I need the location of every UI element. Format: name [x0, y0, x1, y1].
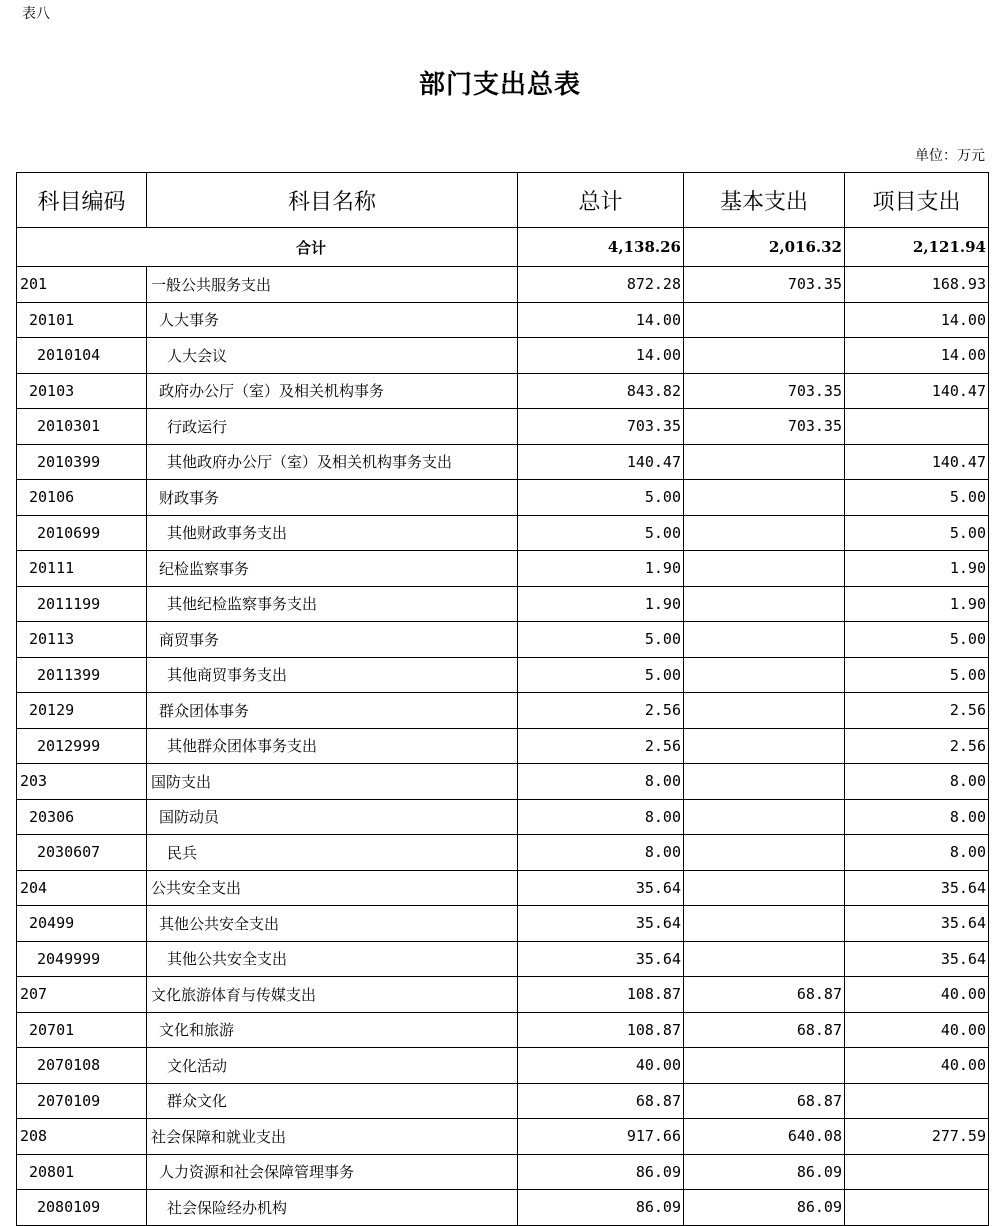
- cell-total: 14.00: [518, 302, 684, 338]
- cell-name: 群众文化: [147, 1083, 518, 1119]
- cell-basic: 86.09: [684, 1154, 845, 1190]
- table-row: [17, 515, 989, 551]
- cell-basic: [684, 941, 845, 977]
- table-row: [17, 622, 989, 658]
- cell-project: 1.90: [845, 551, 989, 587]
- header-basic: 基本支出: [684, 173, 845, 228]
- cell-total: 8.00: [518, 799, 684, 835]
- table-row: [17, 1048, 989, 1084]
- cell-total: 35.64: [518, 906, 684, 942]
- table-row: [17, 1119, 989, 1155]
- cell-project: 40.00: [845, 1048, 989, 1084]
- cell-code: 2011399: [17, 657, 147, 693]
- cell-basic: [684, 906, 845, 942]
- cell-project: 5.00: [845, 480, 989, 516]
- page-title: 部门支出总表: [418, 70, 581, 100]
- cell-name: 群众团体事务: [147, 693, 518, 729]
- cell-code: 20701: [17, 1012, 147, 1048]
- cell-project: 14.00: [845, 338, 989, 374]
- cell-name: 文化旅游体育与传媒支出: [147, 977, 518, 1013]
- cell-code: 2049999: [17, 941, 147, 977]
- table-row: [17, 835, 989, 871]
- cell-name: 人大事务: [147, 302, 518, 338]
- cell-basic: 640.08: [684, 1119, 845, 1155]
- cell-total: 35.64: [518, 870, 684, 906]
- cell-code: 20306: [17, 799, 147, 835]
- cell-project: 168.93: [845, 267, 989, 303]
- cell-name: 民兵: [147, 835, 518, 871]
- cell-project: 1.90: [845, 586, 989, 622]
- table-row: [17, 693, 989, 729]
- table-row: [17, 1190, 989, 1226]
- cell-basic: [684, 586, 845, 622]
- cell-total: 1.90: [518, 551, 684, 587]
- cell-name: 国防支出: [147, 764, 518, 800]
- cell-code: 203: [17, 764, 147, 800]
- cell-code: 2012999: [17, 728, 147, 764]
- cell-total: 5.00: [518, 622, 684, 658]
- cell-project: 14.00: [845, 302, 989, 338]
- table-row: [17, 941, 989, 977]
- table-row: [17, 764, 989, 800]
- cell-total: 2.56: [518, 728, 684, 764]
- cell-basic: 703.35: [684, 409, 845, 445]
- cell-code: 2010399: [17, 444, 147, 480]
- cell-code: 2010301: [17, 409, 147, 445]
- table-row: [17, 657, 989, 693]
- total-total: 4,138.26: [518, 228, 684, 267]
- cell-name: 其他群众团体事务支出: [147, 728, 518, 764]
- cell-total: 40.00: [518, 1048, 684, 1084]
- cell-total: 8.00: [518, 764, 684, 800]
- cell-code: 204: [17, 870, 147, 906]
- cell-total: 843.82: [518, 373, 684, 409]
- cell-name: 其他政府办公厅（室）及相关机构事务支出: [147, 444, 518, 480]
- cell-project: 5.00: [845, 515, 989, 551]
- cell-code: 2030607: [17, 835, 147, 871]
- cell-basic: [684, 622, 845, 658]
- cell-basic: [684, 693, 845, 729]
- cell-basic: [684, 551, 845, 587]
- cell-total: 14.00: [518, 338, 684, 374]
- cell-name: 一般公共服务支出: [147, 267, 518, 303]
- cell-project: 40.00: [845, 1012, 989, 1048]
- cell-name: 其他公共安全支出: [147, 941, 518, 977]
- table-row: [17, 1012, 989, 1048]
- cell-name: 文化活动: [147, 1048, 518, 1084]
- cell-project: 140.47: [845, 373, 989, 409]
- cell-code: 2011199: [17, 586, 147, 622]
- cell-code: 20129: [17, 693, 147, 729]
- cell-total: 917.66: [518, 1119, 684, 1155]
- cell-code: 2070109: [17, 1083, 147, 1119]
- cell-total: 2.56: [518, 693, 684, 729]
- table-row: [17, 870, 989, 906]
- cell-code: 20103: [17, 373, 147, 409]
- cell-name: 其他商贸事务支出: [147, 657, 518, 693]
- cell-total: 68.87: [518, 1083, 684, 1119]
- table-row: [17, 1154, 989, 1190]
- cell-basic: [684, 444, 845, 480]
- cell-code: 20801: [17, 1154, 147, 1190]
- cell-code: 208: [17, 1119, 147, 1155]
- cell-code: 2010104: [17, 338, 147, 374]
- cell-basic: 86.09: [684, 1190, 845, 1226]
- cell-basic: [684, 764, 845, 800]
- cell-project: [845, 1154, 989, 1190]
- cell-name: 财政事务: [147, 480, 518, 516]
- table-row: [17, 799, 989, 835]
- table-row: [17, 373, 989, 409]
- cell-basic: [684, 728, 845, 764]
- cell-basic: [684, 1048, 845, 1084]
- cell-name: 公共安全支出: [147, 870, 518, 906]
- cell-project: [845, 1190, 989, 1226]
- table-row: [17, 977, 989, 1013]
- cell-total: 5.00: [518, 657, 684, 693]
- expense-table: [16, 172, 989, 1226]
- header-total: 总计: [518, 173, 684, 228]
- cell-code: 201: [17, 267, 147, 303]
- cell-project: 35.64: [845, 941, 989, 977]
- cell-basic: 68.87: [684, 1012, 845, 1048]
- cell-project: 140.47: [845, 444, 989, 480]
- cell-basic: [684, 338, 845, 374]
- cell-name: 纪检监察事务: [147, 551, 518, 587]
- cell-name: 其他纪检监察事务支出: [147, 586, 518, 622]
- cell-name: 人大会议: [147, 338, 518, 374]
- cell-basic: [684, 515, 845, 551]
- table-row: [17, 586, 989, 622]
- cell-project: 277.59: [845, 1119, 989, 1155]
- cell-basic: [684, 302, 845, 338]
- cell-code: 2010699: [17, 515, 147, 551]
- cell-basic: 703.35: [684, 267, 845, 303]
- table-row: [17, 409, 989, 445]
- table-row: [17, 444, 989, 480]
- cell-total: 35.64: [518, 941, 684, 977]
- cell-basic: 703.35: [684, 373, 845, 409]
- cell-project: 5.00: [845, 622, 989, 658]
- cell-name: 人力资源和社会保障管理事务: [147, 1154, 518, 1190]
- cell-name: 政府办公厅（室）及相关机构事务: [147, 373, 518, 409]
- cell-code: 207: [17, 977, 147, 1013]
- cell-name: 其他公共安全支出: [147, 906, 518, 942]
- cell-total: 872.28: [518, 267, 684, 303]
- cell-project: [845, 409, 989, 445]
- table-row: [17, 302, 989, 338]
- cell-name: 社会保障和就业支出: [147, 1119, 518, 1155]
- cell-basic: [684, 657, 845, 693]
- total-project: 2,121.94: [845, 228, 989, 267]
- table-row: [17, 480, 989, 516]
- cell-basic: [684, 799, 845, 835]
- cell-total: 1.90: [518, 586, 684, 622]
- cell-total: 5.00: [518, 480, 684, 516]
- table-row: [17, 551, 989, 587]
- cell-basic: [684, 870, 845, 906]
- table-row: [17, 906, 989, 942]
- cell-code: 2080109: [17, 1190, 147, 1226]
- cell-name: 行政运行: [147, 409, 518, 445]
- cell-code: 20499: [17, 906, 147, 942]
- table-row: [17, 1083, 989, 1119]
- cell-name: 国防动员: [147, 799, 518, 835]
- table-row: [17, 267, 989, 303]
- cell-name: 其他财政事务支出: [147, 515, 518, 551]
- header-project: 项目支出: [845, 173, 989, 228]
- cell-project: 5.00: [845, 657, 989, 693]
- cell-total: 108.87: [518, 977, 684, 1013]
- cell-project: 8.00: [845, 799, 989, 835]
- cell-project: 35.64: [845, 906, 989, 942]
- table-row: [17, 338, 989, 374]
- cell-project: 35.64: [845, 870, 989, 906]
- table-number-label: 表八: [22, 6, 50, 22]
- cell-code: 20106: [17, 480, 147, 516]
- total-label: 合计: [17, 228, 518, 267]
- unit-label: 单位：万元: [915, 148, 985, 164]
- cell-name: 商贸事务: [147, 622, 518, 658]
- header-code: 科目编码: [17, 173, 147, 228]
- cell-total: 86.09: [518, 1154, 684, 1190]
- total-row: [17, 228, 989, 267]
- cell-project: 8.00: [845, 764, 989, 800]
- cell-code: 20113: [17, 622, 147, 658]
- cell-code: 20101: [17, 302, 147, 338]
- cell-total: 8.00: [518, 835, 684, 871]
- cell-name: 社会保险经办机构: [147, 1190, 518, 1226]
- cell-basic: 68.87: [684, 977, 845, 1013]
- cell-total: 140.47: [518, 444, 684, 480]
- cell-total: 703.35: [518, 409, 684, 445]
- cell-name: 文化和旅游: [147, 1012, 518, 1048]
- cell-code: 20111: [17, 551, 147, 587]
- cell-project: [845, 1083, 989, 1119]
- cell-project: 8.00: [845, 835, 989, 871]
- cell-total: 86.09: [518, 1190, 684, 1226]
- header-name: 科目名称: [147, 173, 518, 228]
- cell-basic: [684, 480, 845, 516]
- cell-basic: [684, 835, 845, 871]
- cell-project: 40.00: [845, 977, 989, 1013]
- cell-project: 2.56: [845, 728, 989, 764]
- cell-project: 2.56: [845, 693, 989, 729]
- cell-code: 2070108: [17, 1048, 147, 1084]
- cell-total: 5.00: [518, 515, 684, 551]
- total-basic: 2,016.32: [684, 228, 845, 267]
- cell-basic: 68.87: [684, 1083, 845, 1119]
- cell-total: 108.87: [518, 1012, 684, 1048]
- header-row: [17, 173, 989, 228]
- table-row: [17, 728, 989, 764]
